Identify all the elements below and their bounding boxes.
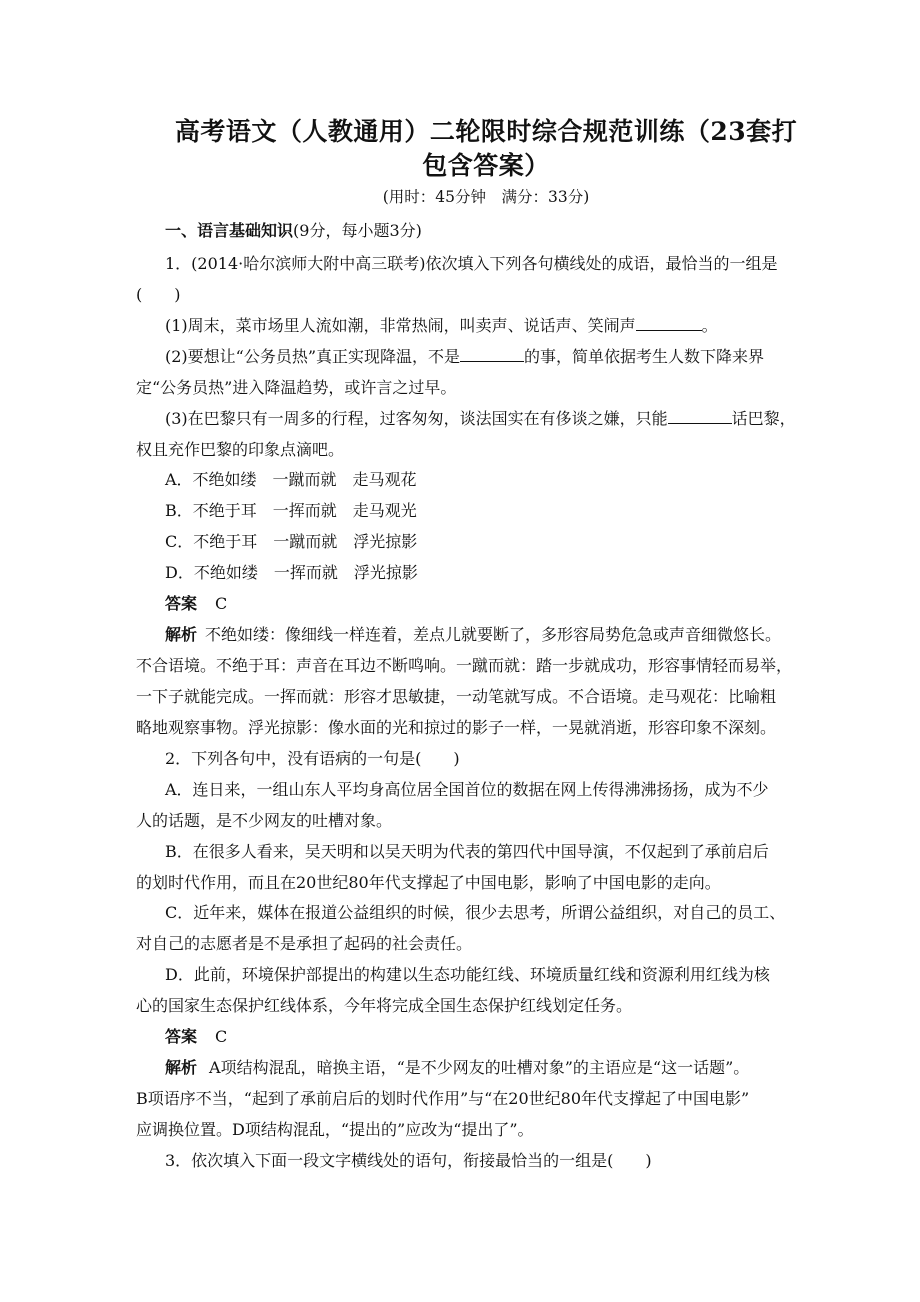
section-heading-title: 一、语言基础知识 (165, 221, 294, 240)
q1-analysis-line3: 一下子就能完成。一挥而就：形容才思敏捷，一动笔就写成。不合语境。走马观花：比喻粗 (136, 687, 777, 706)
time-info: (用时：45分钟 满分：33分) (382, 188, 590, 206)
q2-option-c-line2: 对自己的志愿者是不是承担了起码的社会责任。 (136, 934, 473, 953)
answer-label: 答案 (165, 594, 198, 613)
q1-analysis-line4: 略地观察事物。浮光掠影：像水面的光和掠过的影子一样，一晃就消逝，形容印象不深刻。 (136, 718, 777, 737)
q2-option-d-line2: 心的国家生态保护红线体系，今年将完成全国生态保护红线划定任务。 (136, 996, 633, 1015)
q2-analysis-line3: 应调换位置。D项结构混乱，“提出的”应改为“提出了”。 (136, 1120, 534, 1139)
q1-sentence2-cont: 定“公务员热”进入降温趋势，或许言之过早。 (136, 378, 457, 397)
answer-blank (668, 408, 732, 424)
page-title-line1: 高考语文（人教通用）二轮限时综合规范训练（23套打 (174, 117, 798, 146)
q2-analysis-line1: 解析 A项结构混乱，暗换主语，“是不少网友的吐槽对象”的主语应是“这一话题”。 (165, 1058, 750, 1077)
q1-sentence3: (3)在巴黎只有一周多的行程，过客匆匆，谈法国实在有侈谈之嫌，只能 话巴黎， (165, 409, 796, 428)
analysis-label: 解析 (165, 1058, 198, 1077)
q2-option-c-line1: C．近年来，媒体在报道公益组织的时候，很少去思考，所谓公益组织，对自己的员工、 (165, 903, 786, 922)
q2-option-b-line2: 的划时代作用，而且在20世纪80年代支撑起了中国电影，影响了中国电影的走向。 (136, 873, 721, 892)
answer-blank (636, 315, 702, 331)
q1-sentence3-cont: 权且充作巴黎的印象点滴吧。 (136, 440, 345, 459)
q3-stem: 3．依次填入下面一段文字横线处的语句，衔接最恰当的一组是( ) (165, 1151, 652, 1170)
q2-answer (165, 1024, 227, 1047)
q1-stem-line2: ( ) (136, 285, 181, 304)
q1-stem-line1: 1．(2014·哈尔滨师大附中高三联考)依次填入下列各句横线处的成语，最恰当的一组是 (165, 254, 778, 273)
section-heading-note: (9分，每小题3分) (293, 221, 422, 240)
q1-option-a: A．不绝如缕 一蹴而就 走马观花 (165, 470, 417, 489)
q1-answer (165, 591, 227, 614)
q1-sentence1: (1)周末，菜市场里人流如潮，非常热闹，叫卖声、说话声、笑闹声 。 (165, 316, 718, 335)
page-title-line2: 包含答案） (422, 151, 550, 180)
section-heading (165, 218, 422, 241)
q2-analysis-line2: B项语序不当，“起到了承前启后的划时代作用”与“在20世纪80年代支撑起了中国电影” (136, 1089, 750, 1108)
q1-option-b: B．不绝于耳 一挥而就 走马观光 (165, 501, 417, 520)
q2-option-a-line1: A．连日来，一组山东人平均身高位居全国首位的数据在网上传得沸沸扬扬，成为不少 (165, 780, 769, 799)
q1-analysis-line1: 解析 不绝如缕：像细线一样连着，差点儿就要断了，多形容局势危急或声音细微悠长。 (165, 625, 782, 644)
q2-option-d-line1: D．此前，环境保护部提出的构建以生态功能红线、环境质量红线和资源利用红线为核 (165, 965, 770, 984)
answer-value: C (215, 1027, 228, 1046)
q2-option-b-line1: B．在很多人看来，吴天明和以吴天明为代表的第四代中国导演，不仅起到了承前启后 (165, 842, 769, 861)
q2-stem: 2．下列各句中，没有语病的一句是( ) (165, 749, 460, 768)
q1-analysis-line2: 不合语境。不绝于耳：声音在耳边不断鸣响。一蹴而就：踏一步就成功，形容事情轻而易举， (136, 656, 793, 675)
answer-value: C (215, 594, 228, 613)
answer-blank (460, 346, 524, 362)
q1-sentence2: (2)要想让“公务员热”真正实现降温，不是 的事，简单依据考生人数下降来界 (165, 347, 765, 366)
q2-option-a-line2: 人的话题，是不少网友的吐槽对象。 (136, 811, 393, 830)
answer-label: 答案 (165, 1027, 198, 1046)
q1-option-c: C．不绝于耳 一蹴而就 浮光掠影 (165, 532, 418, 551)
analysis-label: 解析 (165, 625, 198, 644)
q1-option-d: D．不绝如缕 一挥而就 浮光掠影 (165, 563, 418, 582)
